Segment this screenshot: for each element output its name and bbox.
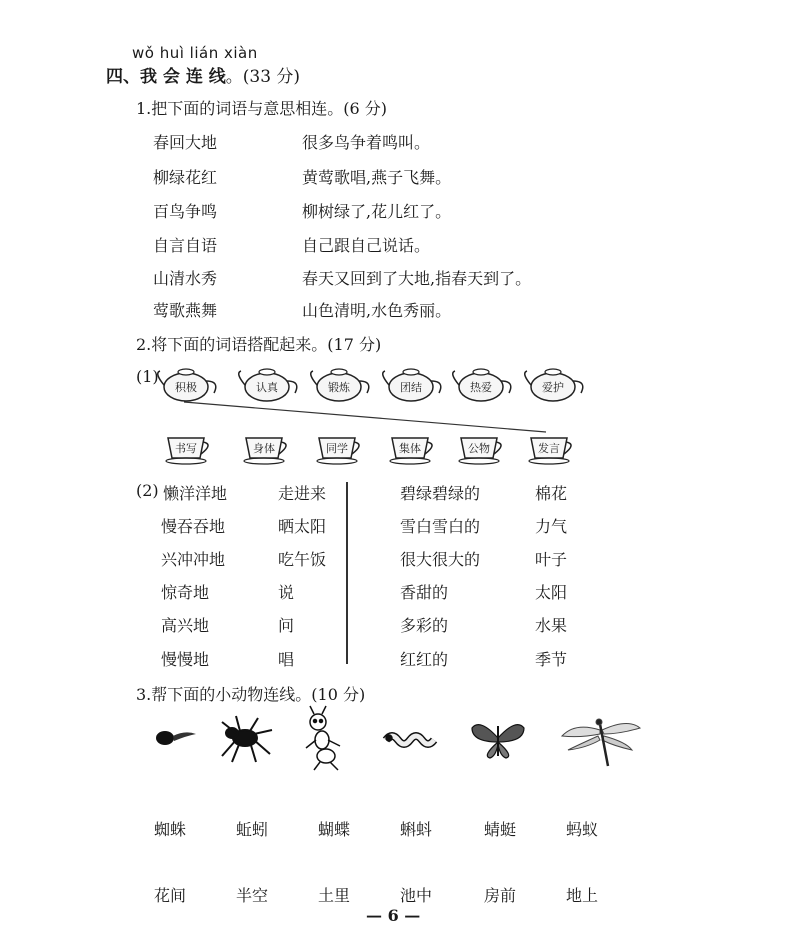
q1-right-item: 很多鸟争着鸣叫。 [302, 133, 431, 152]
q1-right-item: 柳树绿了,花儿红了。 [302, 202, 452, 221]
q3-animal-name: 蚂蚁 [566, 820, 599, 839]
q1-left-item: 百鸟争鸣 [153, 202, 218, 221]
q3-animal-name: 蚯蚓 [236, 820, 269, 839]
teapot-label: 团结 [400, 381, 422, 394]
animal-icons-row [0, 700, 800, 780]
q1-right-item: 黄莺歌唱,燕子飞舞。 [302, 168, 452, 187]
q1-left-item: 山清水秀 [153, 269, 218, 288]
cup-item [244, 438, 286, 464]
q2-col3-item: 碧绿碧绿的 [400, 484, 481, 503]
cup-label: 身体 [253, 442, 275, 455]
cup-item [166, 438, 208, 464]
teapot-item [383, 369, 441, 401]
tadpole-icon [156, 731, 196, 745]
q1-right-item: 山色清明,水色秀丽。 [302, 301, 452, 320]
q3-animal-name: 蝌蚪 [400, 820, 433, 839]
q2-col1-item: 慢慢地 [161, 650, 210, 669]
q1-title: 1.把下面的词语与意思相连。(6 分) [136, 99, 388, 118]
teapot-label: 爱护 [542, 381, 564, 394]
page-number: — 6 — [366, 906, 421, 925]
q1-right-item: 春天又回到了大地,指春天到了。 [302, 269, 532, 288]
cup-label: 集体 [399, 442, 421, 455]
teapot-label: 锻炼 [328, 381, 350, 394]
q2-col2-item: 吃午饭 [278, 550, 327, 569]
q2-col4-item: 棉花 [535, 484, 568, 503]
q2-col1-item: 兴冲冲地 [161, 550, 226, 569]
q2-col2-item: 唱 [278, 650, 295, 669]
q2-col3-item: 香甜的 [400, 583, 449, 602]
cup-label: 同学 [326, 442, 348, 455]
q1-left-item: 柳绿花红 [153, 168, 218, 187]
teapot-item [158, 369, 216, 401]
q1-left-item: 自言自语 [153, 236, 218, 255]
q2-col1-item: 慢吞吞地 [161, 517, 226, 536]
q3-place-name: 土里 [318, 886, 351, 905]
q3-place-name: 地上 [566, 886, 599, 905]
q2-col3-item: 雪白雪白的 [400, 517, 481, 536]
q3-place-name: 房前 [484, 886, 517, 905]
q2-col2-item: 走进来 [278, 484, 327, 503]
q2-title: 2.将下面的词语搭配起来。(17 分) [136, 335, 382, 354]
q1-right-item: 自己跟自己说话。 [302, 236, 431, 255]
cup-label: 书写 [175, 442, 197, 455]
teapot-label: 认真 [256, 381, 278, 394]
q2-part1-label: (1) [136, 367, 159, 386]
column-divider [346, 482, 348, 664]
teapot-item [453, 369, 511, 401]
q2-col1-item: 懒洋洋地 [163, 484, 228, 503]
teapot-cup-area [0, 0, 800, 470]
q2-col4-item: 力气 [535, 517, 568, 536]
q2-col4-item: 太阳 [535, 583, 568, 602]
cup-item [317, 438, 359, 464]
q3-place-name: 花间 [154, 886, 187, 905]
q2-col2-item: 问 [278, 616, 295, 635]
cup-item [459, 438, 501, 464]
butterfly-icon [472, 725, 524, 758]
q2-col2-item: 说 [278, 583, 295, 602]
q2-col4-item: 季节 [535, 650, 568, 669]
pinyin-annotation: wǒ huì lián xiàn [132, 44, 258, 62]
q2-col1-item: 惊奇地 [161, 583, 210, 602]
example-connection-line [184, 402, 546, 432]
teapot-item [525, 369, 583, 401]
q3-place-name: 半空 [236, 886, 269, 905]
cup-item [529, 438, 571, 464]
q2-col3-item: 多彩的 [400, 616, 449, 635]
cup-label: 公物 [468, 442, 490, 455]
q3-animal-name: 蜻蜓 [484, 820, 517, 839]
spider-icon [222, 716, 272, 762]
teapot-item [311, 369, 369, 401]
q2-col2-item: 晒太阳 [278, 517, 327, 536]
cup-label: 发言 [538, 442, 560, 455]
q1-left-item: 莺歌燕舞 [153, 301, 218, 320]
cup-item [390, 438, 432, 464]
q1-left-item: 春回大地 [153, 133, 218, 152]
teapot-label: 积极 [175, 381, 197, 394]
q3-animal-name: 蜘蛛 [154, 820, 187, 839]
q3-animal-name: 蝴蝶 [318, 820, 351, 839]
q2-col4-item: 叶子 [535, 550, 568, 569]
ant-icon [306, 706, 340, 770]
earthworm-icon [386, 735, 434, 744]
q2-col3-item: 很大很大的 [400, 550, 481, 569]
q2-col3-item: 红红的 [400, 650, 449, 669]
q2-col4-item: 水果 [535, 616, 568, 635]
teapot-item [239, 369, 297, 401]
q3-place-name: 池中 [400, 886, 433, 905]
section-title: 四、我 会 连 线 [106, 67, 226, 87]
q3-title: 3.帮下面的小动物连线。(10 分) [136, 685, 366, 704]
dragonfly-icon [562, 719, 640, 766]
q2-part2-label: (2) [136, 481, 159, 500]
teapot-label: 热爱 [470, 381, 492, 394]
section-score: 。(33 分) [225, 67, 301, 87]
q2-col1-item: 高兴地 [161, 616, 210, 635]
